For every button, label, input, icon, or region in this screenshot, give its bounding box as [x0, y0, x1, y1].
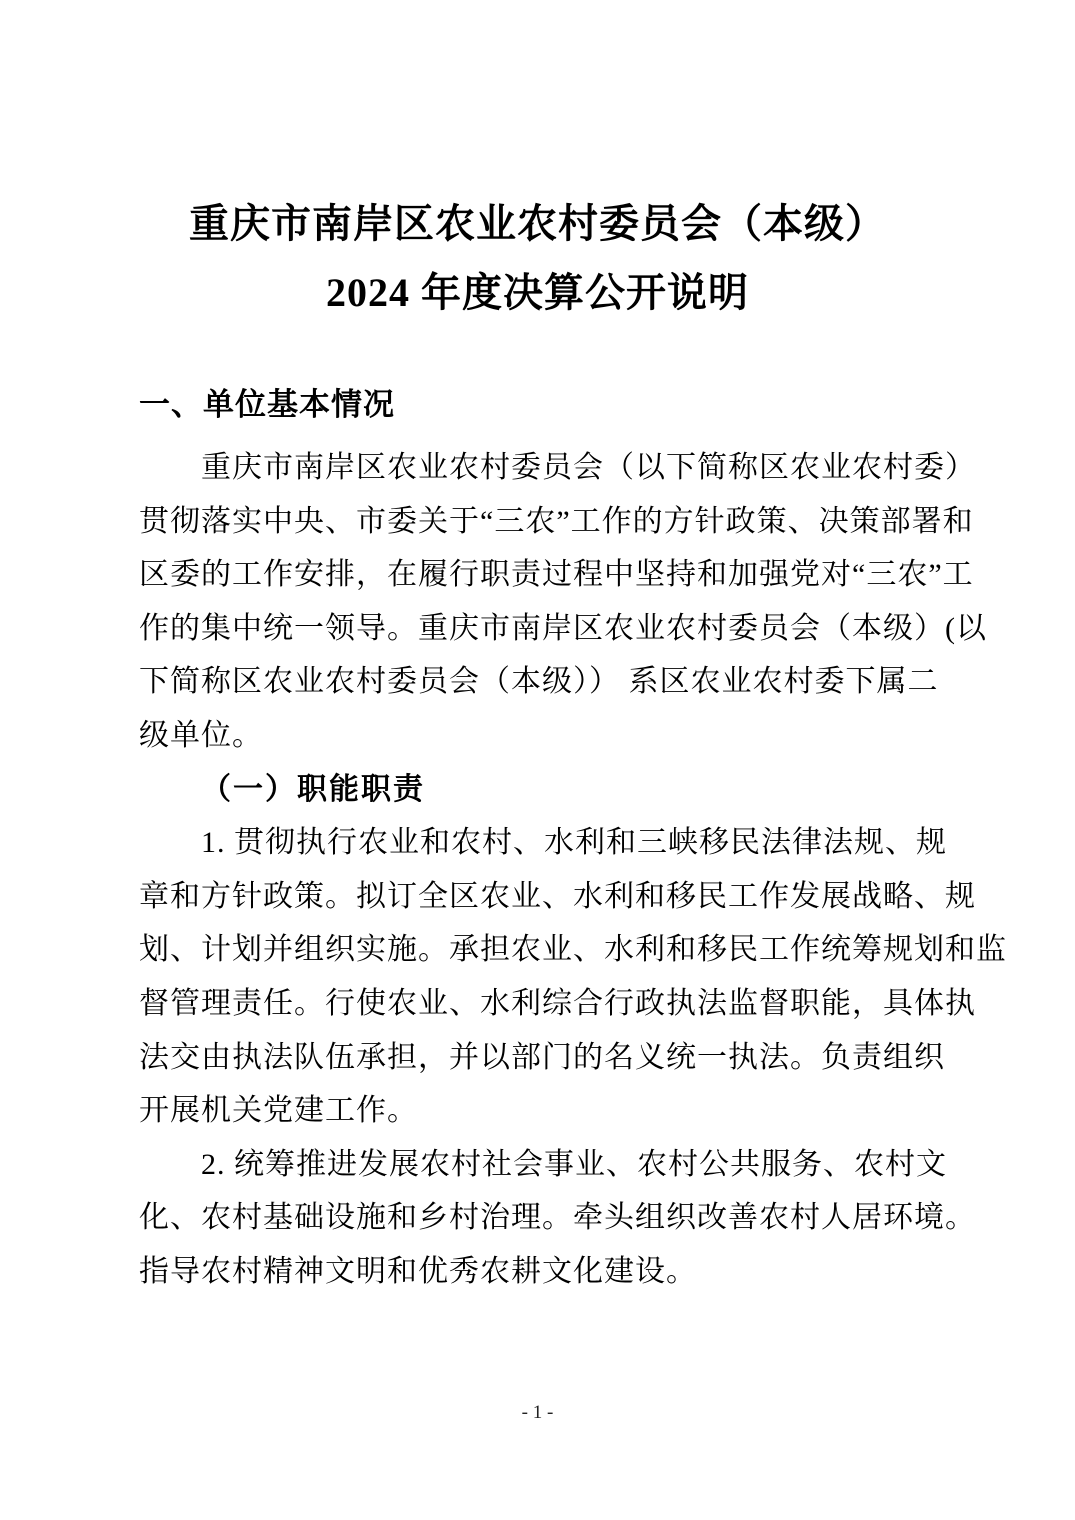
intro-paragraph — [139, 441, 987, 816]
document-title-line2: 2024 年度决算公开说明 — [326, 270, 749, 315]
paragraph-line: 下简称区农业农村委员会（本级）） 系区农业农村委下属二 — [139, 665, 939, 699]
section-heading: 一、单位基本情况 — [139, 387, 395, 422]
paragraph-line: 区委的工作安排，在履行职责过程中坚持和加强党对“三农”工 — [139, 558, 974, 592]
paragraph-line: 重庆市南岸区农业农村委员会（以下简称区农业农村委） — [201, 451, 976, 484]
document-title-line1: 重庆市南岸区农业农村委员会（本级） — [189, 201, 886, 246]
paragraph-line: 督管理责任。行使农业、水利综合行政执法监督职能，具体执 — [139, 986, 976, 1020]
paragraph-line: 1. 贯彻执行农业和农村、水利和三峡移民法律法规、规 — [201, 826, 947, 860]
paragraph-line: 指导农村精神文明和优秀农耕文化建设。 — [139, 1254, 697, 1288]
paragraph-line: 化、农村基础设施和乡村治理。牵头组织改善农村人居环境。 — [139, 1201, 976, 1235]
item-1-paragraph — [139, 816, 1007, 1138]
paragraph-line: 划、计划并组织实施。承担农业、水利和移民工作统筹规划和监 — [139, 933, 1007, 967]
paragraph-line: 贯彻落实中央、市委关于“三农”工作的方针政策、决策部署和 — [139, 504, 974, 538]
paragraph-line: 2. 统筹推进发展农村社会事业、农村公共服务、农村文 — [201, 1147, 947, 1181]
paragraph-line: 开展机关党建工作。 — [139, 1094, 418, 1128]
subsection-heading: （一）职能职责 — [201, 772, 425, 806]
paragraph-line: 作的集中统一领导。重庆市南岸区农业农村委员会（本级）(以 — [139, 611, 987, 645]
page-number: - 1 - — [521, 1402, 554, 1423]
paragraph-line: 级单位。 — [139, 718, 263, 752]
paragraph-line: 章和方针政策。拟订全区农业、水利和移民工作发展战略、规 — [139, 879, 976, 913]
item-2-paragraph — [139, 1138, 976, 1299]
document-content — [0, 194, 1075, 1299]
paragraph-line: 法交由执法队伍承担，并以部门的名义统一执法。负责组织 — [139, 1040, 945, 1074]
